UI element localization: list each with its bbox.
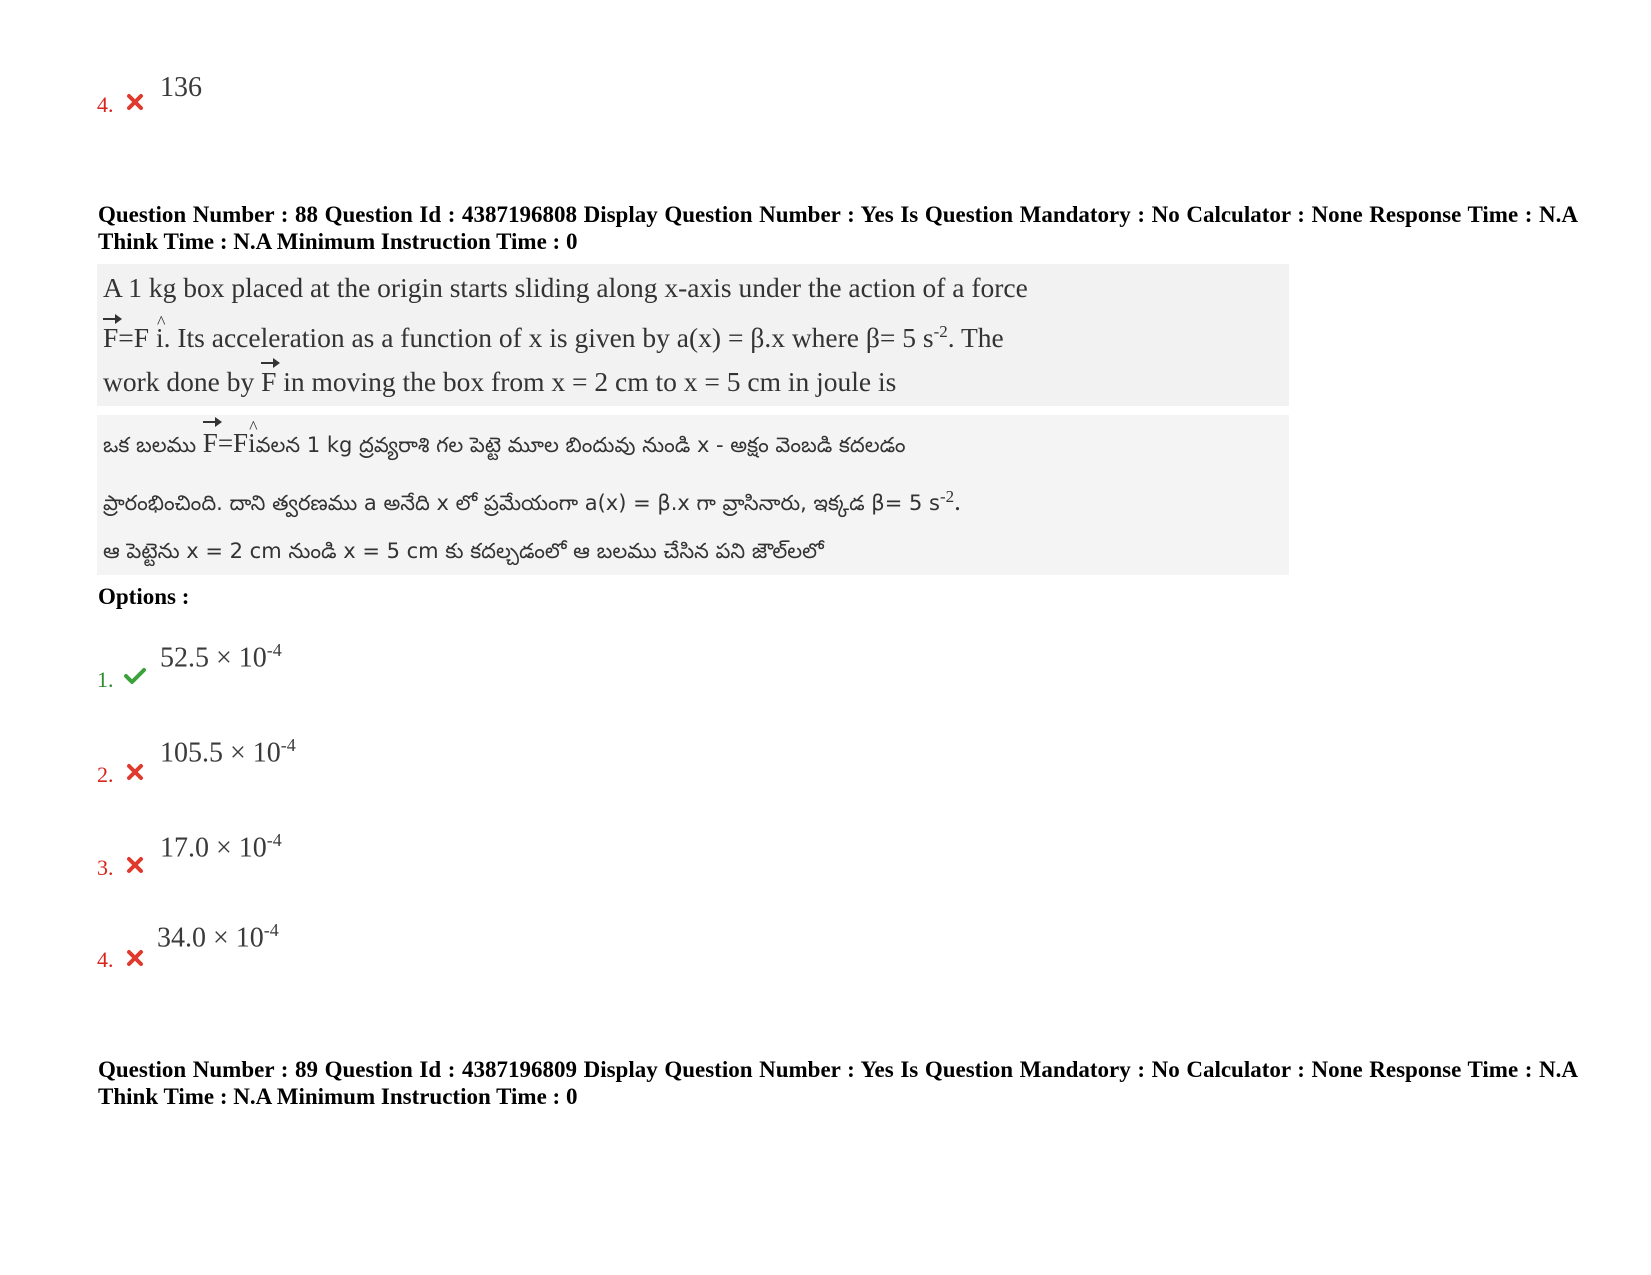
question-line-1: A 1 kg box placed at the origin starts sliding along x-axis under the action of a force [103,272,1028,303]
unit-vector-i: ^ i [156,316,164,360]
telugu-line-1 [103,419,1283,469]
equals-text: =F [217,428,249,458]
cross-icon [125,762,145,782]
question-88-english-text [97,264,1289,406]
option-value [160,640,282,674]
option-mantissa: 105.5 × 10 [160,737,281,769]
option-value: 136 [160,72,202,103]
unit-vector-i: ^ i [248,419,256,467]
telugu-text: ఒక బలము [103,433,203,457]
force-vector: F [103,316,118,360]
option-number: 4. [97,947,114,972]
option-exponent: -4 [263,920,279,940]
question-88-meta: Question Number : 88 Question Id : 4387196808 Display Question Number : Yes Is Question Mandatory : No Calculator : None Response Time : N.A Think Time : N.A Minimum Instruction Time : 0 [98,202,1578,254]
line-end: . The [947,322,1004,354]
option-exponent: -4 [266,640,282,660]
option-mantissa: 52.5 × 10 [160,642,267,674]
checkmark-icon [123,666,147,686]
moving-text: in moving the box from x = 2 cm to x = 5 cm in joule is [276,366,897,398]
option-mantissa: 17.0 × 10 [160,832,267,864]
option-number: 4. [97,92,114,117]
option-exponent: -4 [266,830,282,850]
option-value [157,920,279,954]
equals-text: =F [118,322,150,354]
cross-icon [125,92,145,112]
exponent: -2 [933,322,948,341]
telugu-text: వలన 1 kg ద్రవ్యరాశి గల పెట్టె మూల బిందువు నుండి x - అక్షం వెంబడి కదలడం [255,433,906,457]
force-vector: F [203,419,218,467]
option-number: 2. [97,762,114,787]
options-label: Options : [98,584,190,609]
option-mantissa: 34.0 × 10 [157,922,264,954]
question-88-telugu-text [97,415,1289,575]
option-value [160,735,296,769]
acceleration-text: . Its acceleration as a function of x is given by a(x) = β.x where β= 5 s [163,322,934,354]
work-text: work done by [103,366,262,398]
telugu-text: ప్రారంభించింది. దాని త్వరణము a అనేది x లో ప్రమేయంగా a(x) = β.x గా వ్రాసినారు, ఇక్కడ β= 5 s [103,491,940,515]
question-89-meta: Question Number : 89 Question Id : 4387196809 Display Question Number : Yes Is Question Mandatory : No Calculator : None Response Time : N.A Think Time : N.A Minimum Instruction Time : 0 [98,1057,1578,1109]
telugu-line-2 [103,473,1283,527]
force-vector: F [261,360,276,404]
question-line-2 [103,310,1283,360]
cross-icon [125,855,145,875]
line-end: . [954,486,961,516]
question-line-3 [103,360,1283,404]
exponent: -2 [939,487,955,506]
option-value [160,830,282,864]
option-number: 3. [97,855,114,880]
option-exponent: -4 [280,735,296,755]
option-number: 1. [97,667,114,692]
telugu-line-3: ఆ పెట్టెను x = 2 cm నుండి x = 5 cm కు కదల్చడంలో ఆ బలము చేసిన పని జౌల్‌లలో [103,539,824,563]
cross-icon [125,948,145,968]
